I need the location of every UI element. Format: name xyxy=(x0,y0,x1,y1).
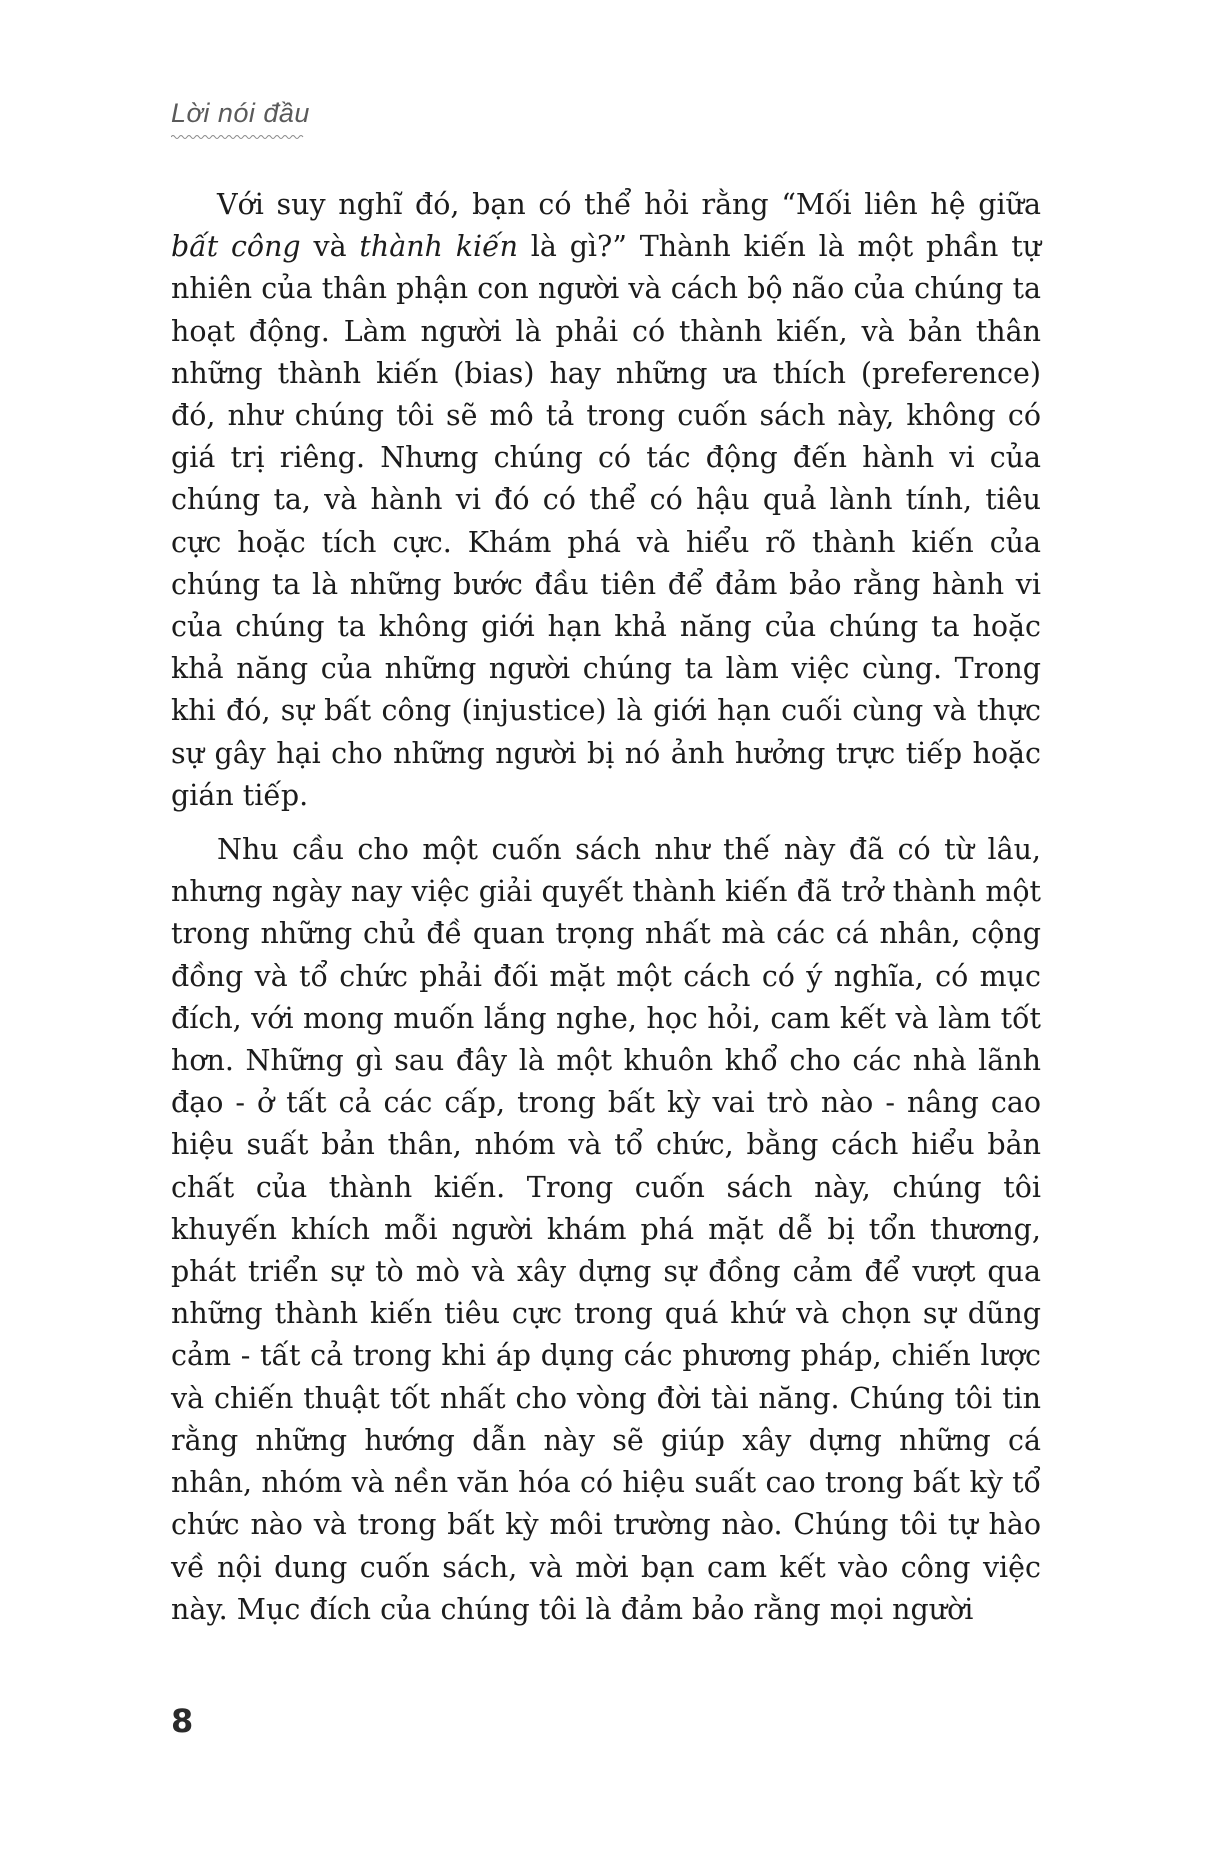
text-run-italic: thành kiến xyxy=(359,230,518,264)
text-run: Với suy nghĩ đó, bạn có thể hỏi rằng “Mối liên hệ giữa xyxy=(217,188,1041,221)
text-run: là gì?” Thành kiến là một phần tự nhiên của thân phận con người và cách bộ não của chúng ta hoạt động. Làm người là phải có thành kiến, và bản thân những thành kiến (bias) hay những ưa thích (preference) đó, như chúng tôi sẽ mô tả trong cuốn sách này, không có giá trị riêng. Nhưng chúng có tác động đến hành vi của chúng ta, và hành vi đó có thể có hậu quả lành tính, tiêu cực hoặc tích cực. Khám phá và hiểu rõ thành kiến của chúng ta là những bước đầu tiên để đảm bảo rằng hành vi của chúng ta không giới hạn khả năng của chúng ta hoặc khả năng của những người chúng ta làm việc cùng. Trong khi đó, sự bất công (injustice) là giới hạn cuối cùng và thực sự gây hại cho những người bị nó ảnh hưởng trực tiếp hoặc gián tiếp. xyxy=(171,230,1042,812)
body-text xyxy=(171,184,1041,1631)
text-run-italic: bất công xyxy=(171,230,301,264)
page-number: 8 xyxy=(171,1702,194,1740)
running-header: Lời nói đầu xyxy=(171,98,310,128)
paragraph xyxy=(171,184,1041,817)
text-run: và xyxy=(300,230,360,264)
paragraph xyxy=(171,829,1041,1631)
header-wavy-rule xyxy=(171,134,305,140)
text-run: Nhu cầu cho một cuốn sách như thế này đã có từ lâu, nhưng ngày nay việc giải quyết thành kiến đã trở thành một trong những chủ đề quan trọng nhất mà các cá nhân, cộng đồng và tổ chức phải đối mặt một cách có ý nghĩa, có mục đích, với mong muốn lắng nghe, học hỏi, cam kết và làm tốt hơn. Những gì sau đây là một khuôn khổ cho các nhà lãnh đạo - ở tất cả các cấp, trong bất kỳ vai trò nào - nâng cao hiệu suất bản thân, nhóm và tổ chức, bằng cách hiểu bản chất của thành kiến. Trong cuốn sách này, chúng tôi khuyến khích mỗi người khám phá mặt dễ bị tổn thương, phát triển sự tò mò và xây dựng sự đồng cảm để vượt qua những thành kiến tiêu cực trong quá khứ và chọn sự dũng cảm - tất cả trong khi áp dụng các phương pháp, chiến lược và chiến thuật tốt nhất cho vòng đời tài năng. Chúng tôi tin rằng những hướng dẫn này sẽ giúp xây dựng những cá nhân, nhóm và nền văn hóa có hiệu suất cao trong bất kỳ tổ chức nào và trong bất kỳ môi trường nào. Chúng tôi tự hào về nội dung cuốn sách, và mời bạn cam kết vào công việc này. Mục đích của chúng tôi là đảm bảo rằng mọi người xyxy=(171,833,1041,1626)
